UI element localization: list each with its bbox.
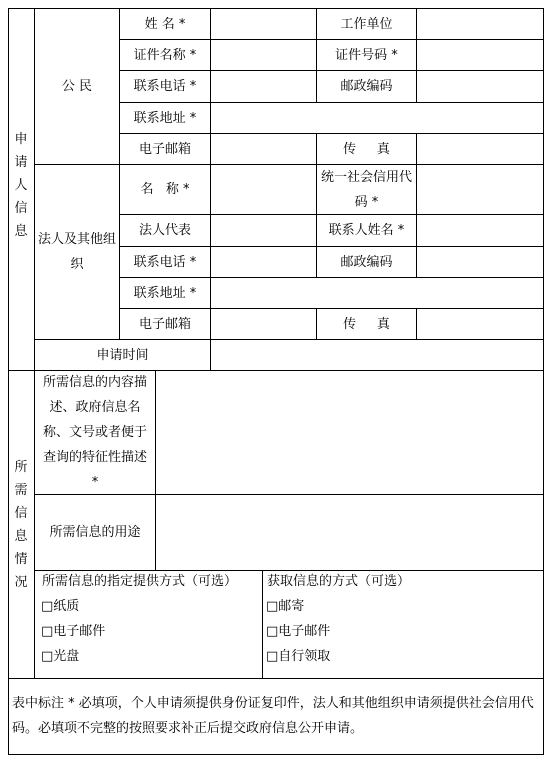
divider <box>34 570 544 571</box>
provide-method-title: 所需信息的指定提供方式（可选） <box>42 574 238 589</box>
legal-credit-code-label: 统一社会信用代码 * <box>320 169 412 210</box>
citizen-phone-field[interactable] <box>211 71 316 102</box>
citizen-id-number-label: 证件号码 * <box>335 47 398 63</box>
divider <box>8 678 544 679</box>
legal-postcode-label: 邮政编码 <box>340 254 393 270</box>
citizen-employer-label: 工作单位 <box>340 16 393 32</box>
legal-postcode-field[interactable] <box>417 247 543 277</box>
citizen-phone-label: 联系电话 * <box>133 79 197 94</box>
legal-fax-field[interactable] <box>417 309 543 339</box>
info-content-field[interactable] <box>156 371 543 494</box>
section-char: 人 <box>14 177 28 193</box>
section-char: 所 <box>14 460 28 475</box>
obtain-option-email[interactable]: □电子邮件 <box>266 624 331 639</box>
citizen-email-field[interactable] <box>211 134 316 164</box>
section-char: 申 <box>14 131 28 147</box>
citizen-fax-label: 传 真 <box>343 141 390 157</box>
citizen-address-field[interactable] <box>211 103 543 133</box>
provide-option-paper[interactable]: □纸质 <box>41 599 80 614</box>
obtain-option-self-pickup[interactable]: □自行领取 <box>266 649 331 664</box>
border-left <box>8 8 9 755</box>
citizen-email-label: 电子邮箱 <box>138 141 191 157</box>
legal-credit-code-field[interactable] <box>417 165 543 214</box>
legal-email-label: 电子邮箱 <box>138 316 191 332</box>
section-char: 息 <box>14 529 28 544</box>
legal-address-field[interactable] <box>211 278 543 308</box>
citizen-address-label: 联系地址 * <box>133 110 197 126</box>
section-char: 况 <box>14 575 28 590</box>
footnote: 表中标注 * 必填项，个人申请须提供身份证复印件，法人和其他组织申请须提供社会信用代码。必填项不完整的按照要求补正后提交政府信息公开申请。 <box>12 696 534 736</box>
legal-fax-label: 传 真 <box>343 316 390 332</box>
citizen-employer-field[interactable] <box>417 9 543 39</box>
obtain-option-mail[interactable]: □邮寄 <box>266 599 305 614</box>
section-char: 信 <box>14 506 28 521</box>
citizen-postcode-label: 邮政编码 <box>340 79 393 94</box>
section-char: 情 <box>14 552 28 567</box>
section-char: 需 <box>14 483 28 498</box>
legal-contact-name-field[interactable] <box>417 215 543 246</box>
citizen-postcode-field[interactable] <box>417 71 543 102</box>
provide-option-disc[interactable]: □光盘 <box>41 649 80 664</box>
apply-time-field[interactable] <box>211 340 543 370</box>
provide-option-email[interactable]: □电子邮件 <box>41 624 106 639</box>
citizen-fax-field[interactable] <box>417 134 543 164</box>
legal-phone-field[interactable] <box>211 247 316 277</box>
section-char: 请 <box>14 154 28 170</box>
legal-email-field[interactable] <box>211 309 316 339</box>
border-bottom <box>8 754 544 755</box>
legal-rep-field[interactable] <box>211 215 316 246</box>
legal-name-label: 名 称 * <box>140 182 190 197</box>
citizen-id-type-label: 证件名称 * <box>133 47 197 63</box>
divider <box>262 570 263 678</box>
section-char: 息 <box>14 223 28 239</box>
info-purpose-field[interactable] <box>156 495 543 570</box>
citizen-group-label: 公 民 <box>61 79 93 94</box>
requested-info-section-title <box>8 450 34 600</box>
legal-contact-name-label: 联系人姓名 * <box>328 223 405 238</box>
section-char: 信 <box>14 200 28 216</box>
info-purpose-label: 所需信息的用途 <box>49 525 141 540</box>
legal-phone-label: 联系电话 * <box>133 254 197 270</box>
obtain-method-title: 获取信息的方式（可选） <box>267 574 411 589</box>
citizen-name-field[interactable] <box>211 9 316 39</box>
apply-time-label: 申请时间 <box>96 347 149 363</box>
citizen-id-number-field[interactable] <box>417 40 543 70</box>
citizen-name-label: 姓 名 * <box>144 16 186 32</box>
legal-rep-label: 法人代表 <box>138 223 191 238</box>
citizen-id-type-field[interactable] <box>211 40 316 70</box>
info-content-label: 所需信息的内容描述、政府信息名称、文号或者便于查询的特征性描述 * <box>42 375 147 490</box>
border-right <box>543 8 544 755</box>
legal-address-label: 联系地址 * <box>133 285 197 301</box>
legal-name-field[interactable] <box>211 165 316 214</box>
applicant-info-section-title <box>8 122 34 248</box>
legal-group-label: 法人及其他组织 <box>38 232 117 272</box>
